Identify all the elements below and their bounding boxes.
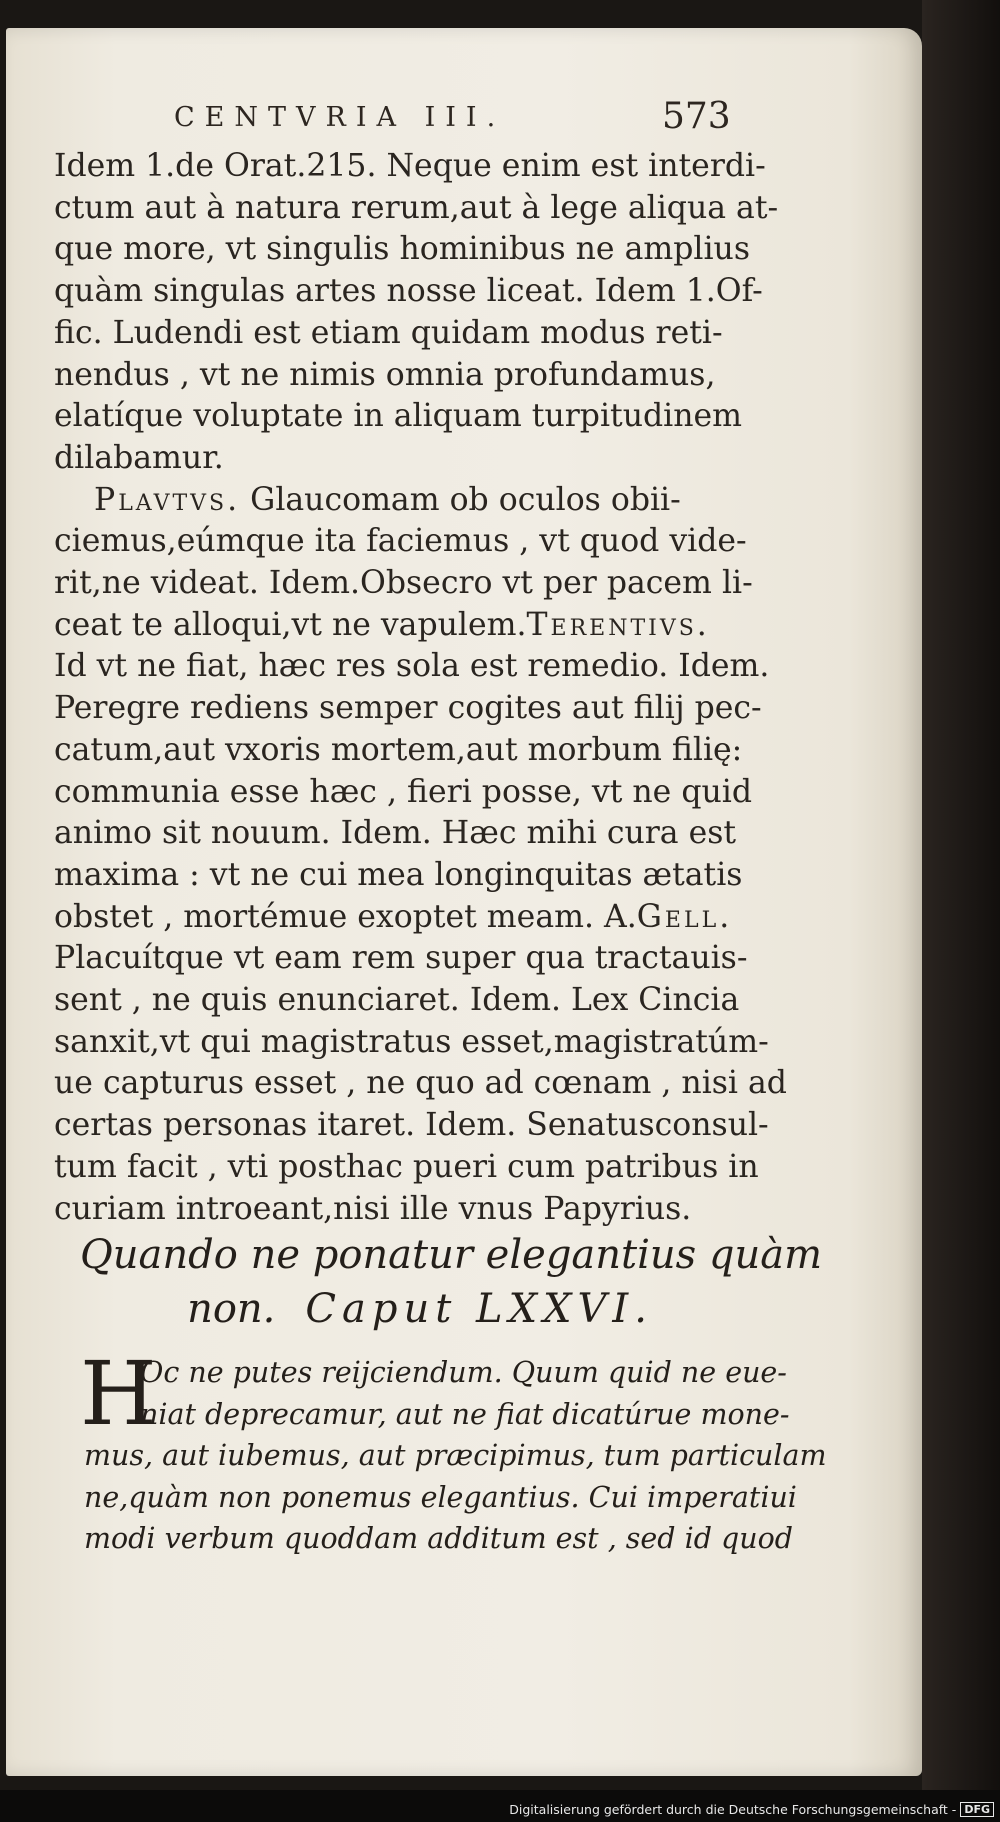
- line-text: Glaucomam ob oculos obii-: [240, 481, 681, 518]
- line-text: sanxit,vt qui magistratus esset,magistratúm-: [54, 1023, 769, 1060]
- italic-line: Oc ne putes reijciendum. Quum quid ne eue-: [140, 1356, 787, 1389]
- body-line: [54, 1063, 787, 1105]
- body-line: [54, 396, 744, 438]
- line-text: ciemus,eúmque ita faciemus , vt quod vide-: [54, 523, 747, 560]
- line-text: ctum aut à natura rerum,aut à lege aliqua at-: [54, 189, 779, 226]
- line-text: fic. Ludendi est etiam quidam modus reti-: [54, 314, 723, 351]
- body-line: [54, 646, 770, 688]
- body-line: [54, 730, 744, 772]
- body-line: [54, 229, 750, 271]
- body-line: [54, 313, 744, 355]
- line-text: obstet , mortémue exoptet meam. A.: [54, 898, 637, 935]
- body-line: [54, 938, 748, 980]
- italic-line: niat deprecamur, aut ne fiat dicatúrue mone-: [140, 1397, 790, 1431]
- author-name: Gell.: [636, 898, 733, 935]
- body-line: [54, 1189, 744, 1231]
- body-line: [54, 146, 766, 188]
- dfg-logo: DFG: [960, 1802, 994, 1817]
- body-line: [54, 605, 744, 647]
- line-text: rit,ne videat. Idem.Obsecro vt per pacem li-: [54, 565, 753, 602]
- body-line: [54, 1147, 759, 1189]
- credit-text: Digitalisierung gefördert durch die Deutsche Forschungsgemeinschaft -: [509, 1802, 957, 1817]
- line-text: maxima : vt ne cui mea longinquitas ætatis: [54, 856, 743, 893]
- chapter-heading: [80, 1228, 823, 1336]
- line-text: que more, vt singulis hominibus ne amplius: [54, 231, 750, 268]
- line-text: ceat te alloqui,vt ne vapulem.: [54, 606, 527, 643]
- line-text: sent , ne quis enunciaret. Idem. Lex Cincia: [54, 982, 740, 1019]
- body-text: [54, 146, 787, 1230]
- body-line: [54, 772, 753, 814]
- line-text: dilabamur.: [54, 439, 224, 476]
- line-text: tum facit , vti posthac pueri cum patribus in: [54, 1148, 759, 1185]
- line-text: nendus , vt ne nimis omnia profundamus,: [54, 356, 716, 393]
- line-text: Idem 1.de Orat.215. Neque enim est interdi-: [54, 148, 766, 184]
- body-line: [54, 1105, 769, 1147]
- chapter-title-line-1: Quando ne ponatur elegantius quàm: [80, 1232, 823, 1278]
- body-line: [54, 480, 744, 522]
- body-line: [54, 355, 744, 397]
- running-head: CENTVRIA III.: [174, 102, 506, 133]
- line-text: Peregre rediens semper cogites aut filij pec-: [54, 690, 762, 727]
- line-text: curiam introeant,nisi ille vnus Papyrius.: [54, 1190, 692, 1227]
- line-text: elatíque voluptate in aliquam turpitudinem: [54, 398, 743, 435]
- italic-line: modi verbum quoddam additum est , sed id quod: [84, 1522, 794, 1555]
- body-line: [54, 897, 744, 939]
- author-name: Plavtvs.: [94, 481, 241, 518]
- body-line: [54, 188, 779, 230]
- chapter-number: Caput LXXVI.: [305, 1286, 653, 1332]
- body-line: [54, 980, 744, 1022]
- body-line: [54, 813, 744, 855]
- italic-text: [84, 1352, 827, 1560]
- body-line: [54, 521, 747, 563]
- line-text: quàm singulas artes nosse liceat. Idem 1.Of-: [54, 273, 763, 310]
- body-line: [54, 563, 753, 605]
- body-line: [54, 271, 763, 313]
- line-text: ue capturus esset , ne quo ad cœnam , nisi ad: [54, 1065, 787, 1102]
- line-text: Placuítque vt eam rem super qua tractauis-: [54, 940, 748, 977]
- author-name: Terentivs.: [526, 606, 710, 643]
- page-number: 573: [662, 96, 731, 137]
- body-line: [54, 688, 762, 730]
- scan-background: [922, 0, 1000, 1790]
- line-text: Id vt ne fiat, hæc res sola est remedio. Idem.: [54, 648, 770, 685]
- chapter-title-line-2: non.: [187, 1286, 276, 1332]
- italic-line: mus, aut iubemus, aut præcipimus, tum particulam: [84, 1439, 827, 1472]
- body-line: [54, 438, 744, 480]
- line-text: catum,aut vxoris mortem,aut morbum filię:: [54, 731, 743, 768]
- italic-line: ne,quàm non ponemus elegantius. Cui imperatiui: [84, 1480, 797, 1514]
- drop-cap: H: [80, 1342, 157, 1445]
- line-text: communia esse hæc , fieri posse, vt ne quid: [54, 773, 753, 810]
- line-text: certas personas itaret. Idem. Senatusconsul-: [54, 1107, 769, 1144]
- line-text: animo sit nouum. Idem. Hæc mihi cura est: [54, 815, 737, 852]
- body-line: [54, 855, 744, 897]
- digitization-credit: [509, 1802, 994, 1817]
- body-line: [54, 1022, 769, 1064]
